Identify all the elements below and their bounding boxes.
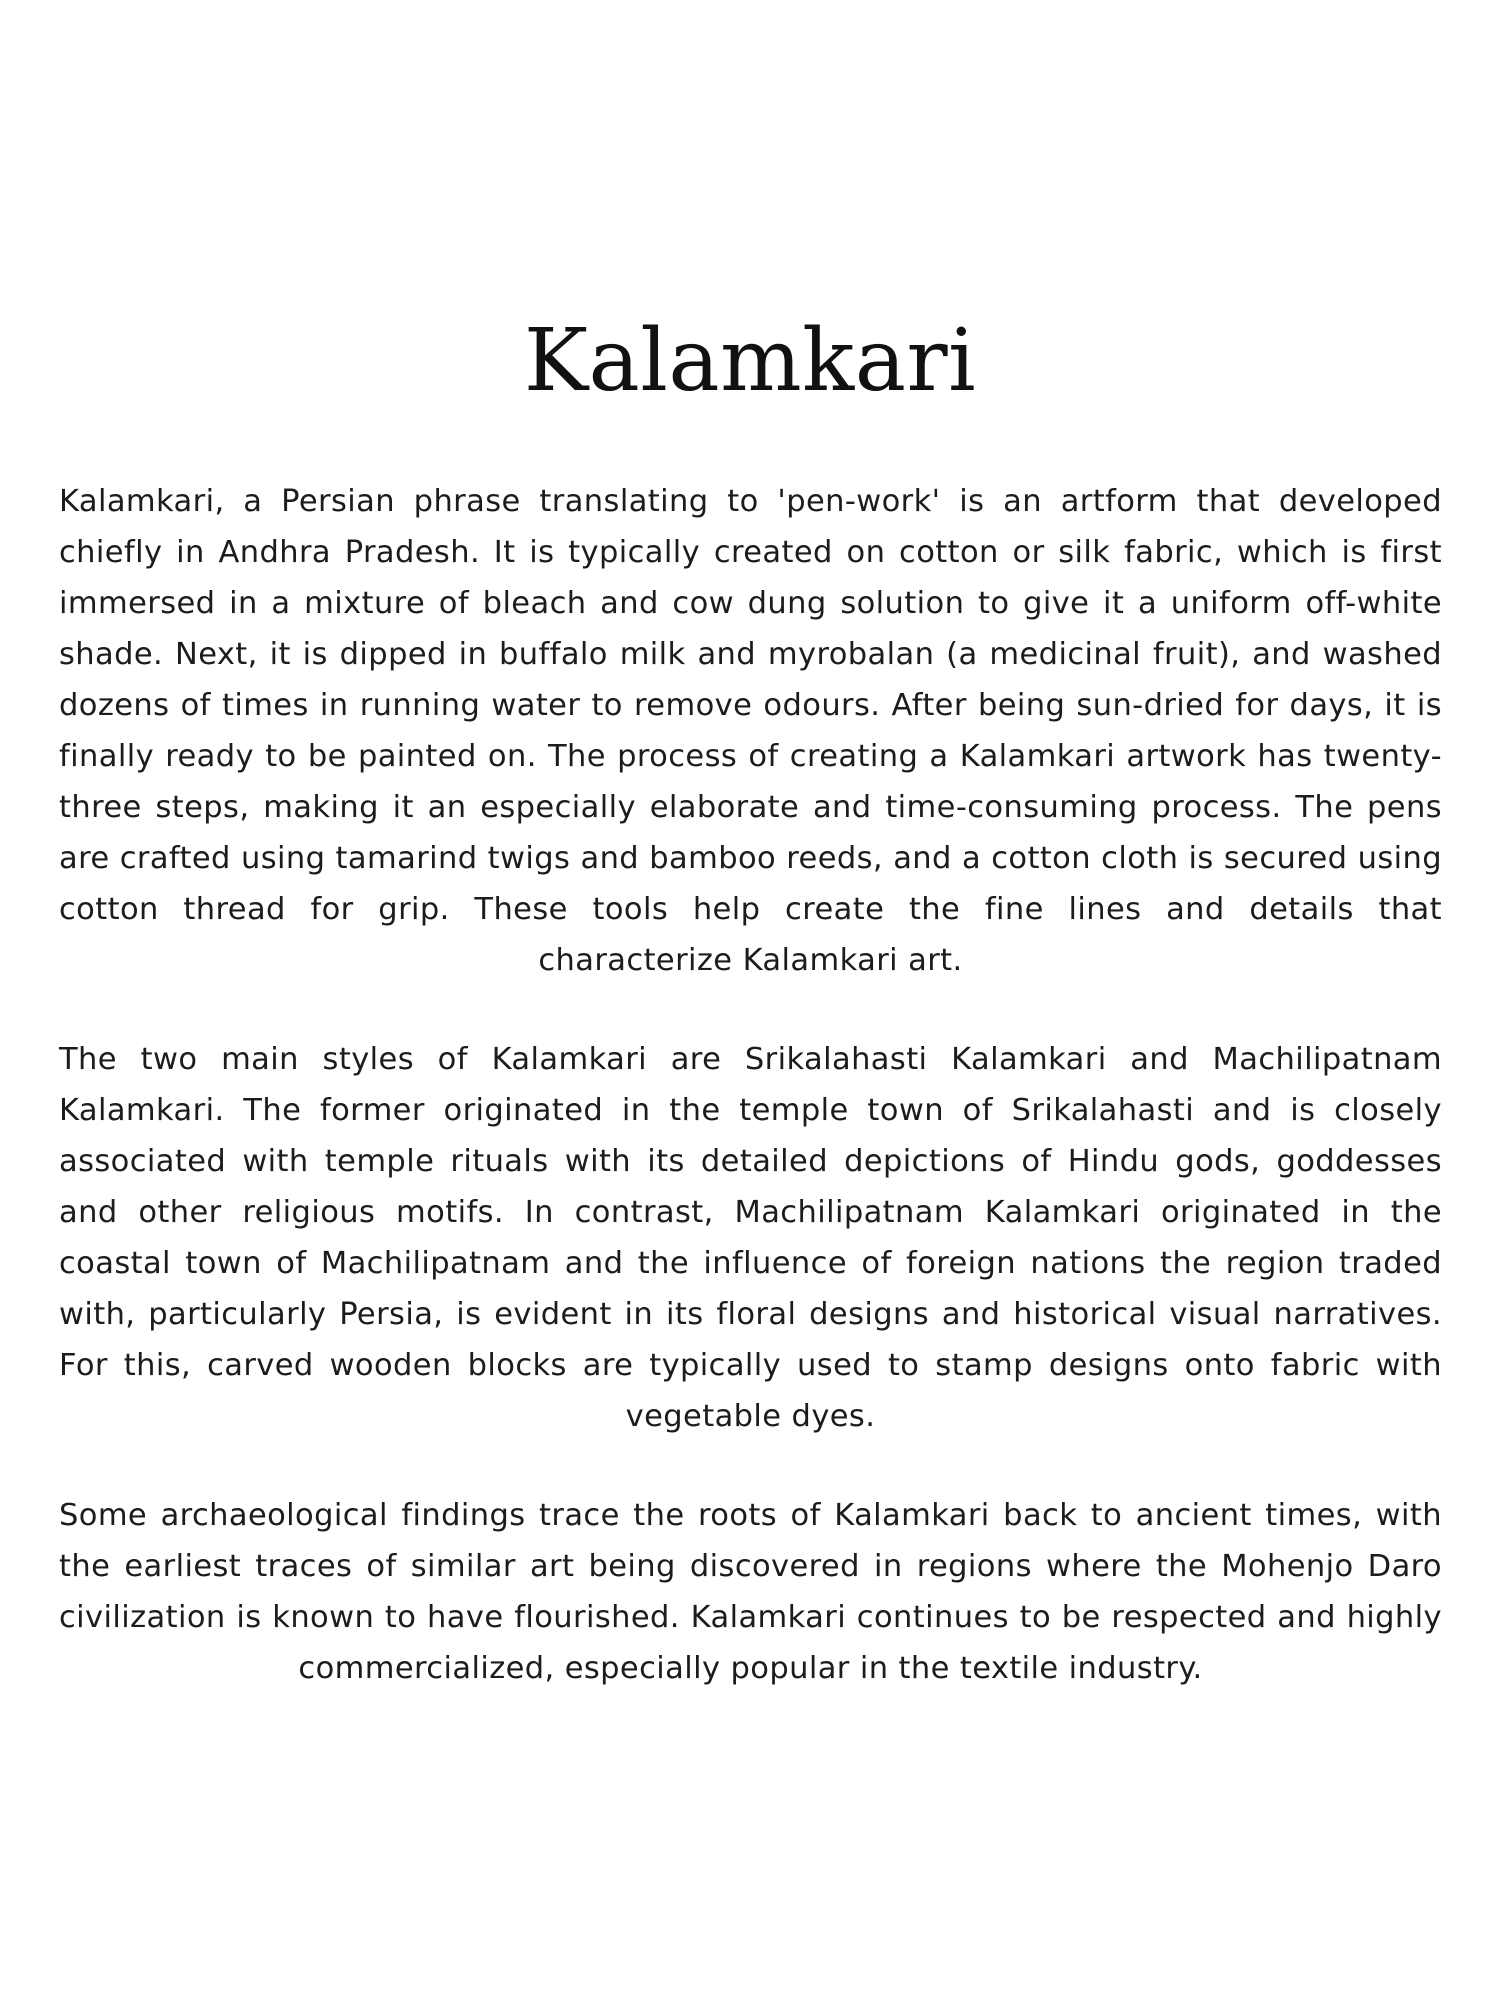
paragraph-history: Some archaeological findings trace the roots of Kalamkari back to ancient times, with the earliest traces of similar art being discovered in regions where the Mohenjo Daro civilization is known to have flourished. Kalamkari continues to be respected and highly commercialized, especially popular in the textile industry. [59, 1498, 1442, 1686]
paragraph-introduction: Kalamkari, a Persian phrase translating to 'pen-work' is an artform that developed chiefly in Andhra Pradesh. It is typically created on cotton or silk fabric, which is first immersed in a mixture of bleach and cow dung solution to give it a uniform off-white shade. Next, it is dipped in buffalo milk and myrobalan (a medicinal fruit), and washed dozens of times in running water to remove odours. After being sun-dried for days, it is finally ready to be painted on. The process of creating a Kalamkari artwork has twenty-three steps, making it an especially elaborate and time-consuming process. The pens are crafted using tamarind twigs and bamboo reeds, and a cotton cloth is secured using cotton thread for grip. These tools help create the fine lines and details that characterize Kalamkari art. [59, 484, 1442, 978]
paragraph-styles: The two main styles of Kalamkari are Srikalahasti Kalamkari and Machilipatnam Kalamkari. The former originated in the temple town of Srikalahasti and is closely associated with temple rituals with its detailed depictions of Hindu gods, goddesses and other religious motifs. In contrast, Machilipatnam Kalamkari originated in the coastal town of Machilipatnam and the influence of foreign nations the region traded with, particularly Persia, is evident in its floral designs and historical visual narratives. For this, carved wooden blocks are typically used to stamp designs onto fabric with vegetable dyes. [59, 1042, 1442, 1434]
page-title: Kalamkari [523, 311, 977, 411]
